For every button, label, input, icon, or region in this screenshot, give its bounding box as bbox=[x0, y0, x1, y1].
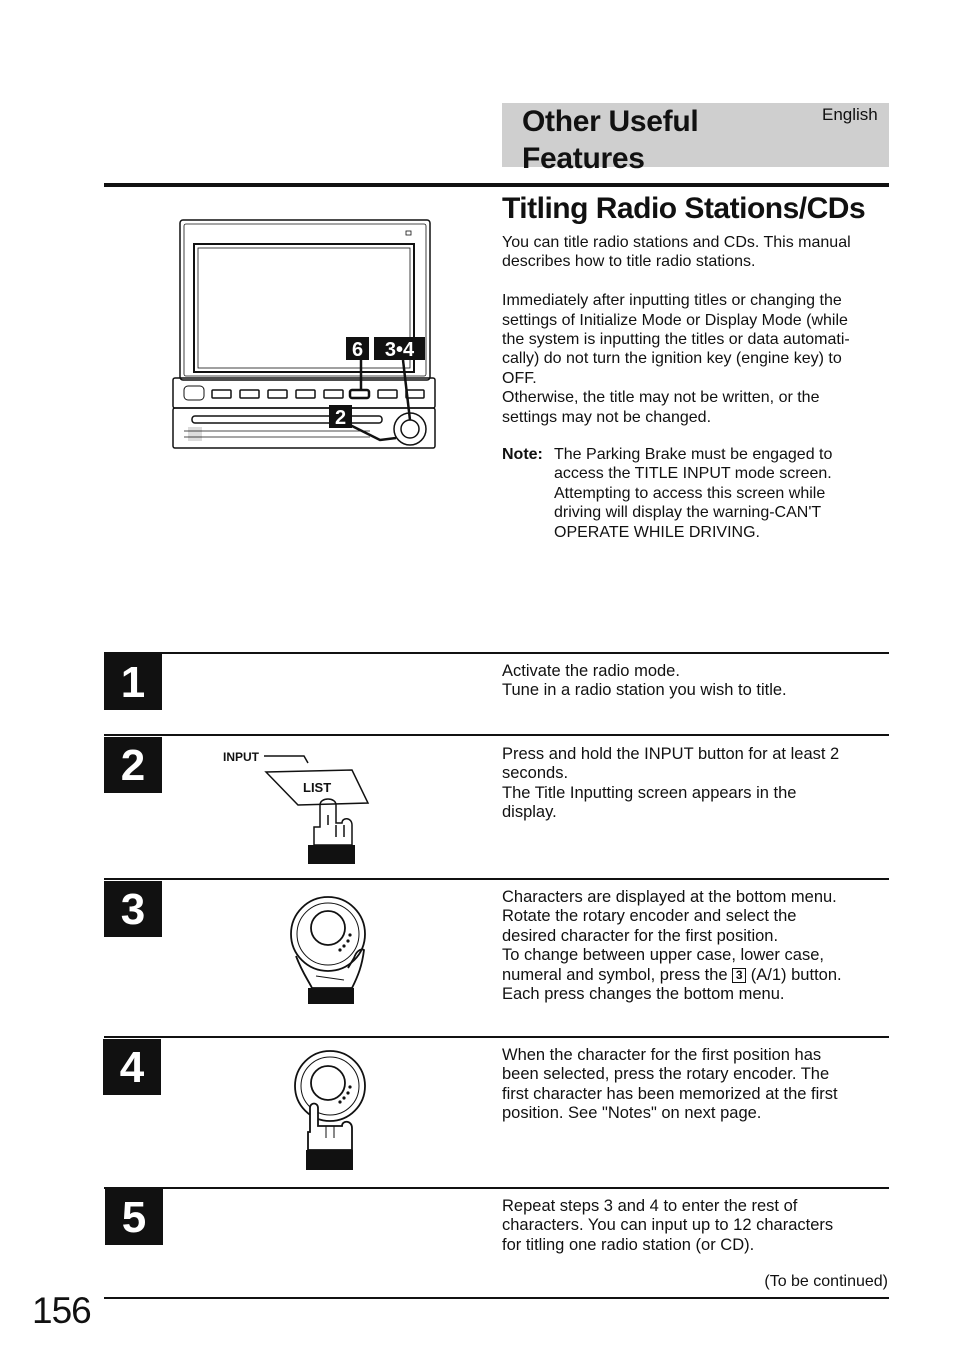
step-2-badge: 2 bbox=[104, 737, 162, 793]
to-be-continued: (To be continued) bbox=[764, 1273, 888, 1290]
step-1-badge: 1 bbox=[104, 654, 162, 710]
input-label: INPUT bbox=[223, 750, 259, 764]
bottom-divider bbox=[104, 1297, 889, 1299]
head-unit-illustration bbox=[170, 215, 438, 451]
key-3-button: 3 bbox=[732, 968, 746, 983]
callout-6: 6 bbox=[351, 339, 364, 361]
step-3-text-part-2: (A/1) button. Each press changes the bottom menu. bbox=[502, 965, 842, 1004]
step-5-divider bbox=[104, 1187, 889, 1189]
step-2-text: Press and hold the INPUT button for at least 2 seconds. The Title Inputting screen appears in the display. bbox=[502, 745, 840, 822]
note-text: The Parking Brake must be engaged to access the TITLE INPUT mode screen. Attempting to access this screen while driving will display the warning-CAN'T OPERATE WHILE DRIVING. bbox=[554, 446, 833, 541]
language-label: English bbox=[822, 105, 878, 124]
intro-paragraph-1: You can title radio stations and CDs. This manual describes how to title radio stations. bbox=[502, 234, 851, 271]
step-3-divider bbox=[104, 878, 889, 880]
step-3-text-part-1: Characters are displayed at the bottom menu. Rotate the rotary encoder and select the desired character for the first position. To change between upper case, lower case, numeral and symbol, press the bbox=[502, 888, 837, 984]
rotary-encoder-rotate-illustration bbox=[288, 888, 370, 1006]
top-divider bbox=[104, 183, 889, 187]
list-label: LIST bbox=[303, 780, 332, 795]
input-button-press-illustration bbox=[218, 745, 378, 867]
step-1-divider bbox=[104, 652, 889, 654]
intro-text bbox=[502, 233, 887, 446]
note-label: Note: bbox=[502, 446, 543, 463]
rotary-encoder-press-illustration bbox=[290, 1046, 370, 1172]
step-4-text: When the character for the first position has been selected, press the rotary encoder. The first character has been memorized at the first position. See "Notes" on next page. bbox=[502, 1046, 838, 1123]
callout-2: 2 bbox=[334, 407, 347, 429]
step-3-text bbox=[502, 888, 887, 1004]
page-title: Titling Radio Stations/CDs bbox=[502, 192, 866, 225]
page-number: 156 bbox=[32, 1290, 91, 1331]
section-title: Other Useful Features bbox=[522, 105, 699, 175]
step-2-divider bbox=[104, 734, 889, 736]
step-3-badge: 3 bbox=[104, 881, 162, 937]
step-4-badge: 4 bbox=[103, 1039, 161, 1095]
callout-3-4: 3•4 bbox=[384, 339, 415, 361]
note-block bbox=[502, 445, 892, 542]
step-1-text: Activate the radio mode. Tune in a radio station you wish to title. bbox=[502, 662, 787, 700]
step-4-divider bbox=[104, 1036, 889, 1038]
step-5-badge: 5 bbox=[105, 1189, 163, 1245]
step-5-text: Repeat steps 3 and 4 to enter the rest of characters. You can input up to 12 characters for titling one radio station (or CD). bbox=[502, 1197, 834, 1254]
intro-paragraph-2: Immediately after inputting titles or changing the settings of Initialize Mode or Display Mode (while the system is inputting the titles or data automati- cally) do not turn the ignition key (engine key) to OFF. Otherwise, the title may not be written, or the settings may not be changed. bbox=[502, 292, 850, 426]
